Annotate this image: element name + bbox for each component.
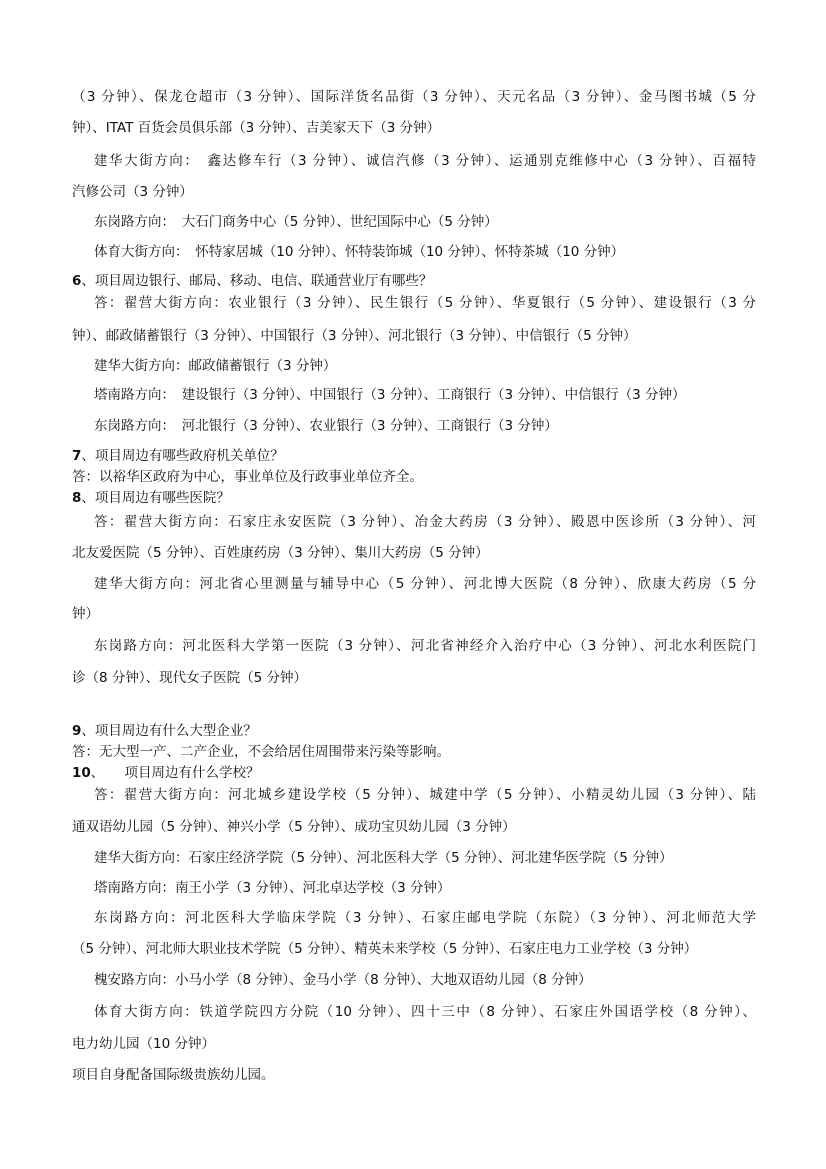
text-line: 通双语幼儿园（5 分钟）、神兴小学（5 分钟）、成功宝贝幼儿园（3 分钟）: [72, 819, 516, 835]
text-line: 体育大街方向：铁道学院四方分院（10 分钟）、四十三中（8 分钟）、石家庄外国语学校（8 分钟）、: [94, 1004, 756, 1020]
text-line: 钟）、邮政储蓄银行（3 分钟）、中国银行（3 分钟）、河北银行（3 分钟）、中信银行（5 分钟）: [72, 328, 637, 344]
text-line: 建华大街方向： 鑫达修车行（3 分钟）、诚信汽修（3 分钟）、运通别克维修中心（3 分钟）、百福特: [94, 153, 756, 169]
answer-7: 答：以裕华区政府为中心，事业单位及行政事业单位齐全。: [72, 469, 423, 485]
text-line: 东岗路方向： 河北银行（3 分钟）、农业银行（3 分钟）、工商银行（3 分钟）: [94, 418, 558, 434]
text-line: 项目自身配备国际级贵族幼儿园。: [72, 1067, 275, 1083]
question-6: [72, 272, 432, 290]
question-9: [72, 722, 257, 740]
text-line: 诊（8 分钟）、现代女子医院（5 分钟）: [72, 670, 308, 686]
text-line: 东岗路方向：河北医科大学第一医院（3 分钟）、河北省神经介入治疗中心（3 分钟）、河北水利医院门: [94, 638, 756, 654]
question-text: 、项目周边有哪些医院？: [81, 490, 230, 506]
question-number: 10: [72, 765, 91, 781]
answer-9: 答：无大型一产、二产企业，不会给居住周围带来污染等影响。: [72, 744, 450, 760]
text-line: （5 分钟）、河北师大职业技术学院（5 分钟）、精英未来学校（5 分钟）、石家庄电力工业学校（3 分钟）: [72, 941, 698, 957]
text-line: 东岗路方向：河北医科大学临床学院（3 分钟）、石家庄邮电学院（东院）（3 分钟）、河北师范大学: [94, 910, 756, 926]
text-line: 塔南路方向：南王小学（3 分钟）、河北卓达学校（3 分钟）: [94, 880, 451, 896]
text-line: 答：翟营大街方向：石家庄永安医院（3 分钟）、冶金大药房（3 分钟）、殿恩中医诊所（3 分钟）、河: [94, 514, 756, 530]
text-line: 建华大街方向：石家庄经济学院（5 分钟）、河北医科大学（5 分钟）、河北建华医学院（5 分钟）: [94, 850, 673, 866]
question-number: 9: [72, 723, 82, 739]
question-text: 、项目周边有什么大型企业？: [81, 723, 257, 739]
text-line: 建华大街方向：邮政储蓄银行（3 分钟）: [94, 358, 337, 374]
question-7: [72, 447, 284, 465]
text-line: 体育大街方向： 怀特家居城（10 分钟）、怀特装饰城（10 分钟）、怀特茶城（10 分钟）: [94, 244, 625, 260]
question-number: 8: [72, 490, 82, 506]
text-line: 钟）、ITAT 百货会员俱乐部（3 分钟）、吉美家天下（3 分钟）: [72, 120, 441, 136]
text-line: 汽修公司（3 分钟）: [72, 184, 193, 200]
text-line: 北友爱医院（5 分钟）、百姓康药房（3 分钟）、集川大药房（5 分钟）: [72, 545, 489, 561]
text-line: 槐安路方向：小马小学（8 分钟）、金马小学（8 分钟）、大地双语幼儿园（8 分钟）: [94, 972, 592, 988]
text-line: 建华大街方向：河北省心里测量与辅导中心（5 分钟）、河北博大医院（8 分钟）、欣康大药房（5 分: [94, 576, 756, 592]
question-text: 、项目周边银行、邮局、移动、电信、联通营业厅有哪些？: [81, 273, 433, 289]
text-line: 答：翟营大街方向：农业银行（3 分钟）、民生银行（5 分钟）、华夏银行（5 分钟）、建设银行（3 分: [94, 295, 756, 311]
text-line: 电力幼儿园（10 分钟）: [72, 1036, 215, 1052]
question-text: 、项目周边有哪些政府机关单位？: [81, 448, 284, 464]
question-8: [72, 489, 230, 507]
question-10: [72, 764, 260, 782]
text-line: 答：翟营大街方向：河北城乡建设学校（5 分钟）、城建中学（5 分钟）、小精灵幼儿园（3 分钟）、陆: [94, 787, 756, 803]
question-number: 7: [72, 448, 82, 464]
text-line: （3 分钟）、保龙仓超市（3 分钟）、国际洋货名品街（3 分钟）、天元名品（3 分钟）、金马图书城（5 分: [72, 89, 756, 105]
question-text: 、 项目周边有什么学校？: [90, 765, 260, 781]
text-line: 东岗路方向： 大石门商务中心（5 分钟）、世纪国际中心（5 分钟）: [94, 214, 498, 230]
text-line: 塔南路方向： 建设银行（3 分钟）、中国银行（3 分钟）、工商银行（3 分钟）、中信银行（3 分钟）: [94, 387, 686, 403]
question-number: 6: [72, 273, 82, 289]
text-line: 钟）: [72, 606, 99, 622]
